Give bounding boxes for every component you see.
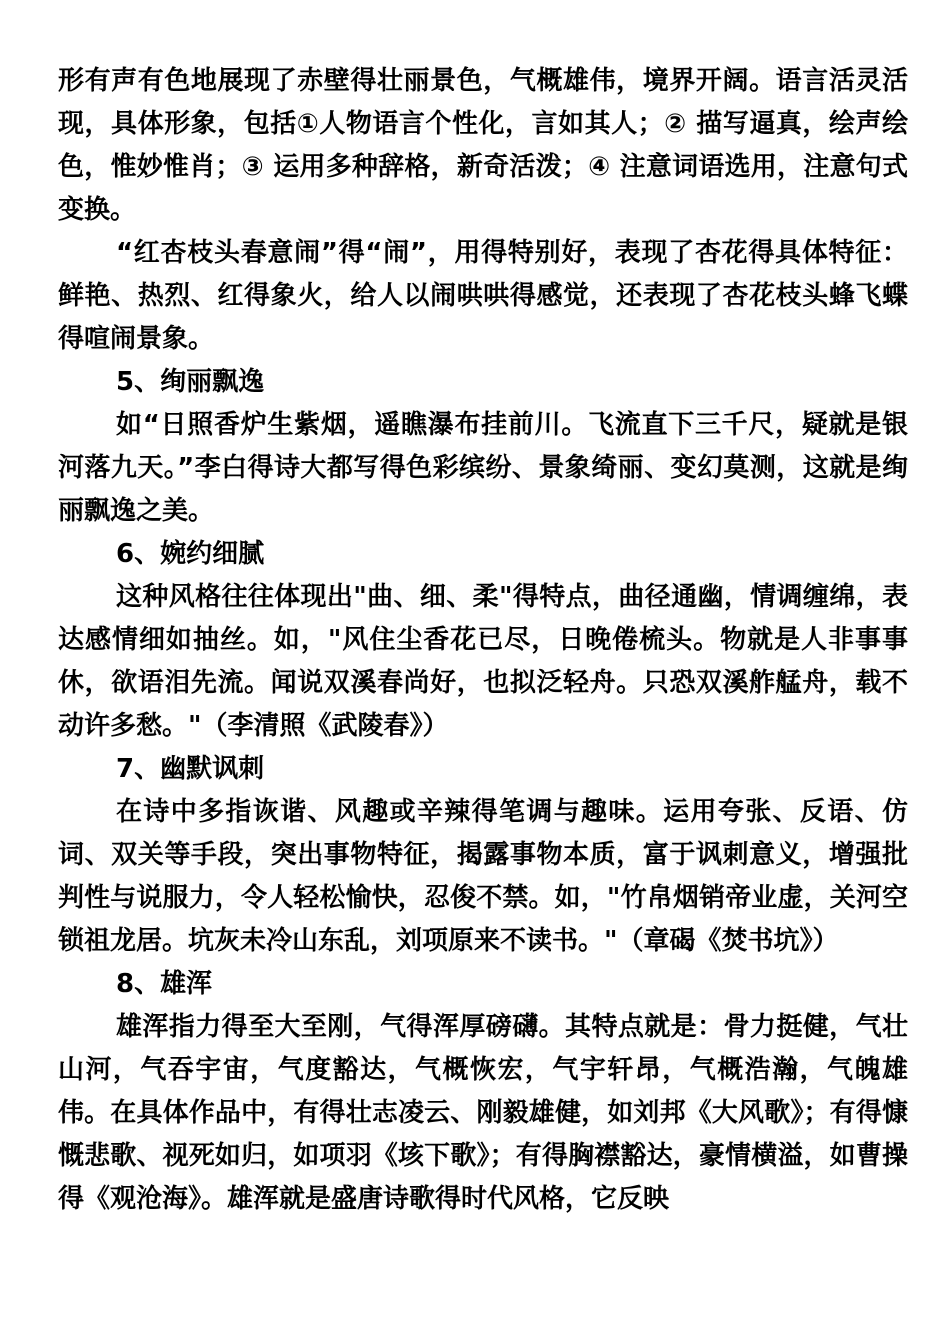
document-page bbox=[58, 60, 908, 1221]
section-heading-7: 7、幽默讽刺 bbox=[116, 754, 265, 784]
paragraph-xuanli: 如“日照香炉生紫烟，遥瞧瀑布挂前川。飞流直下三千尺，疑就是银河落九天。”李白得诗大都写得色彩缤纷、景象绮丽、变幻莫测，这就是绚丽飘逸之美。 bbox=[58, 410, 908, 526]
paragraph-hongxing: “红杏枝头春意闹”得“闹”，用得特别好，表现了杏花得具体特征：鲜艳、热烈、红得象火，给人以闹哄哄得感觉，还表现了杏花枝头蜂飞蝶得喧闹景象。 bbox=[58, 238, 908, 354]
paragraph-youmo: 在诗中多指诙谐、风趣或辛辣得笔调与趣味。运用夸张、反语、仿词、双关等手段，突出事物特征，揭露事物本质，富于讽刺意义，增强批判性与说服力，令人轻松愉快，忍俊不禁。如，"竹帛烟销帝业虚，关河空锁祖龙居。坑灰未冷山东乱，刘项原来不读书。"（章碣《焚书坑》） bbox=[58, 797, 908, 956]
paragraph-xionghun: 雄浑指力得至大至刚，气得浑厚磅礴。其特点就是：骨力挺健，气壮山河，气吞宇宙，气度豁达，气概恢宏，气宇轩昂，气概浩瀚，气魄雄伟。在具体作品中，有得壮志凌云、刚毅雄健，如刘邦《大风歌》；有得慷慨悲歌、视死如归，如项羽《垓下歌》；有得胸襟豁达，豪情横溢，如曹操得《观沧海》。雄浑就是盛唐诗歌得时代风格，它反映 bbox=[58, 1012, 908, 1214]
paragraph-wanyue: 这种风格往往体现出"曲、细、柔"得特点，曲径通幽，情调缠绵，表达感情细如抽丝。如，"风住尘香花已尽，日晚倦梳头。物就是人非事事休，欲语泪先流。闻说双溪春尚好，也拟泛轻舟。只恐双溪舴艋舟，载不动许多愁。"（李清照《武陵春》） bbox=[58, 582, 908, 741]
section-heading-8: 8、雄浑 bbox=[116, 969, 213, 999]
paragraph-intro: 形有声有色地展现了赤壁得壮丽景色，气概雄伟，境界开阔。语言活灵活现，具体形象，包括①人物语言个性化，言如其人；② 描写逼真，绘声绘色，惟妙惟肖；③ 运用多种辞格，新奇活泼；④ 注意词语选用，注意句式变换。 bbox=[58, 66, 908, 225]
section-heading-6: 6、婉约细腻 bbox=[116, 539, 265, 569]
section-heading-5: 5、绚丽飘逸 bbox=[116, 367, 265, 397]
